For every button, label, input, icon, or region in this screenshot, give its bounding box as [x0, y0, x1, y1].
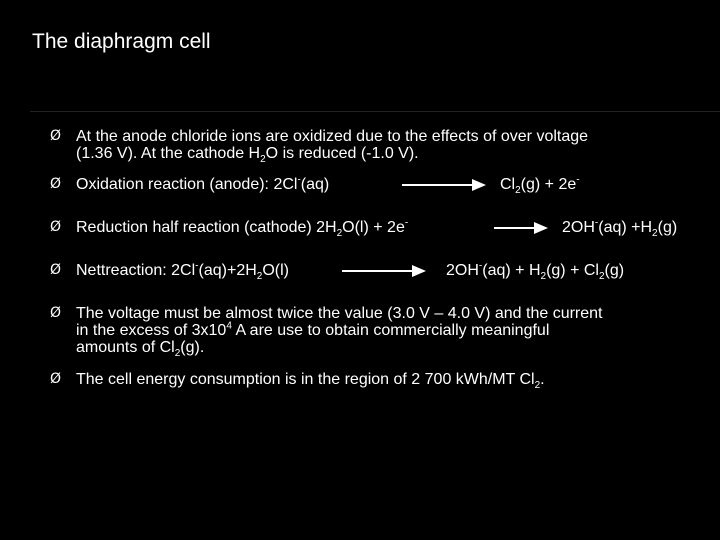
oxidation-reaction-right: $Cl_2(g) + 2e^-$ — [500, 174, 580, 197]
bullet-5-line-1: The voltage must be almost twice the value (3.0 V – 4.0 V) and the current — [76, 305, 603, 322]
bullet-1-line-1: At the anode chloride ions are oxidized due to the effects of over voltage — [76, 128, 589, 145]
reaction-arrow-icon — [342, 265, 426, 277]
reaction-arrow-icon — [402, 179, 486, 191]
slide-title: The diaphragm cell — [32, 30, 211, 53]
bullet-6-line-1: The cell energy consumption is in the region of 2 700 kWh/MT $Cl_2$. — [76, 371, 545, 392]
bullet-5-line-3: amounts of $Cl_2(g)$. — [76, 339, 205, 360]
bullet-arrow-icon: Ø — [50, 262, 62, 278]
bullet-5-line-2: in the excess of $3x10^4$ A are use to obtain commercially meaningful — [76, 320, 550, 339]
reaction-arrow-icon — [494, 222, 548, 234]
reduction-reaction-right: $2OH^-(aq) +H_2(g)$ — [562, 217, 678, 240]
reduction-reaction-left: Reduction half reaction (cathode) $2H_2O(l) + 2e^-$ — [76, 217, 409, 240]
bullet-arrow-icon: Ø — [50, 128, 62, 144]
bullet-1-line-2: (1.36 V). At the cathode $H_2O$ is reduced (-1.0 V). — [76, 145, 419, 166]
oxidation-reaction-left: Oxidation reaction (anode): 2Cl-(aq) — [76, 174, 330, 193]
title-divider — [30, 111, 720, 112]
bullet-arrow-icon: Ø — [50, 176, 62, 192]
net-reaction-left: Nettreaction: $2Cl^-(aq)+2H_2O(l)$ — [76, 260, 289, 283]
bullet-arrow-icon: Ø — [50, 371, 62, 387]
bullet-arrow-icon: Ø — [50, 305, 62, 321]
net-reaction-right: $2OH^-(aq) + H_2(g) + Cl_2(g)$ — [446, 260, 625, 283]
bullet-arrow-icon: Ø — [50, 219, 62, 235]
